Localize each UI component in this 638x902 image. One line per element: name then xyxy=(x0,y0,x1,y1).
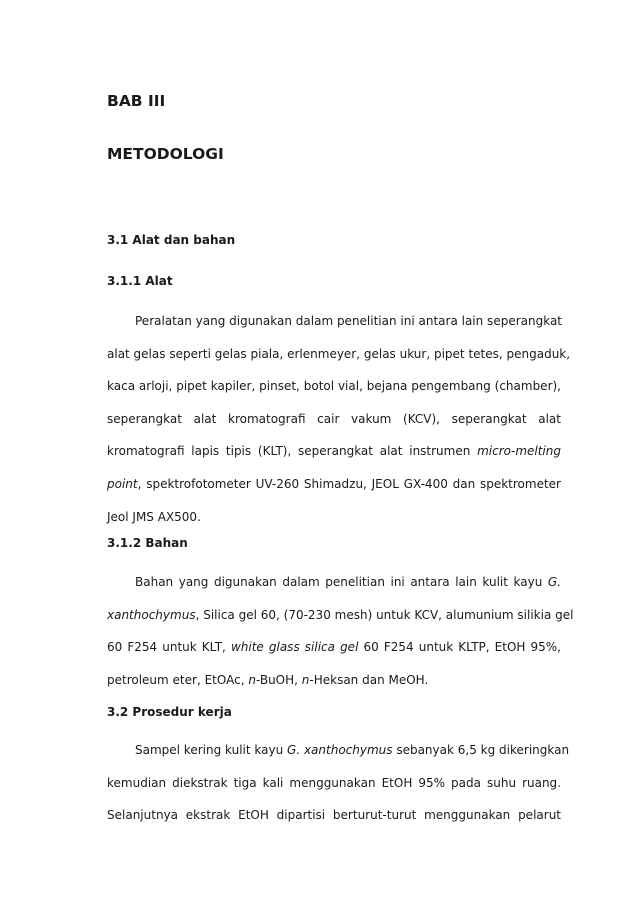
text-run: , spektrofotometer UV-260 Shimadzu, JEOL GX-400 dan spektrometer xyxy=(137,476,561,491)
section-heading-3-2: 3.2 Prosedur kerja xyxy=(107,705,232,719)
italic-term: G. xyxy=(547,575,561,589)
text-line xyxy=(107,631,561,664)
text-run: 60 F254 untuk KLTP, EtOH 95%, xyxy=(358,640,561,655)
text-line: seperangkat alat kromatografi cair vakum (KCV), seperangkat alat xyxy=(107,411,561,426)
text-run: 60 F254 untuk KLT, xyxy=(107,640,231,655)
text-line: Jeol JMS AX500. xyxy=(107,509,201,524)
text-run: petroleum eter, EtOAc, xyxy=(107,672,249,687)
italic-term: micro-melting xyxy=(477,444,561,459)
paragraph-prosedur xyxy=(107,734,570,832)
italic-term: white glass silica gel xyxy=(230,640,359,655)
italic-term: G. xanthochymus xyxy=(287,743,393,757)
section-heading-3-1-1: 3.1.1 Alat xyxy=(107,274,173,288)
text-run: -Heksan dan MeOH. xyxy=(309,672,429,687)
text-run: -BuOH, xyxy=(255,672,302,687)
section-heading-3-1: 3.1 Alat dan bahan xyxy=(107,233,236,247)
section-heading-3-1-2: 3.1.2 Bahan xyxy=(107,536,188,550)
text-line xyxy=(107,734,570,767)
text-run: kromatografi lapis tipis (KLT), seperangkat alat instrumen xyxy=(107,444,478,459)
text-line xyxy=(107,468,561,501)
text-line: alat gelas seperti gelas piala, erlenmeyer, gelas ukur, pipet tetes, pengaduk, xyxy=(107,346,571,361)
text-line: kemudian diekstrak tiga kali menggunakan EtOH 95% pada suhu ruang. xyxy=(107,775,561,790)
italic-term: xanthochymus xyxy=(107,607,196,622)
text-line xyxy=(107,435,561,468)
text-line: Selanjutnya ekstrak EtOH dipartisi berturut-turut menggunakan pelarut xyxy=(107,808,561,823)
text-run: Sampel kering kulit kayu xyxy=(135,743,288,757)
text-run: sebanyak 6,5 kg dikeringkan xyxy=(392,743,570,757)
chapter-title: METODOLOGI xyxy=(107,145,224,163)
text-run: , Silica gel 60, (70-230 mesh) untuk KCV, alumunium silikia gel xyxy=(195,607,574,622)
chapter-label: BAB III xyxy=(107,92,166,110)
paragraph-bahan xyxy=(107,566,574,696)
text-run: Bahan yang digunakan dalam penelitian ini antara lain kulit kayu xyxy=(135,575,548,589)
italic-term: point xyxy=(107,476,138,491)
italic-term: n xyxy=(301,672,310,687)
paragraph-alat xyxy=(107,305,571,533)
text-line xyxy=(107,599,574,632)
text-line xyxy=(107,566,561,599)
italic-term: n xyxy=(248,672,256,687)
text-line: kaca arloji, pipet kapiler, pinset, botol vial, bejana pengembang (chamber), xyxy=(107,379,561,394)
text-line xyxy=(107,664,561,697)
text-line: Peralatan yang digunakan dalam penelitian ini antara lain seperangkat xyxy=(135,314,563,328)
